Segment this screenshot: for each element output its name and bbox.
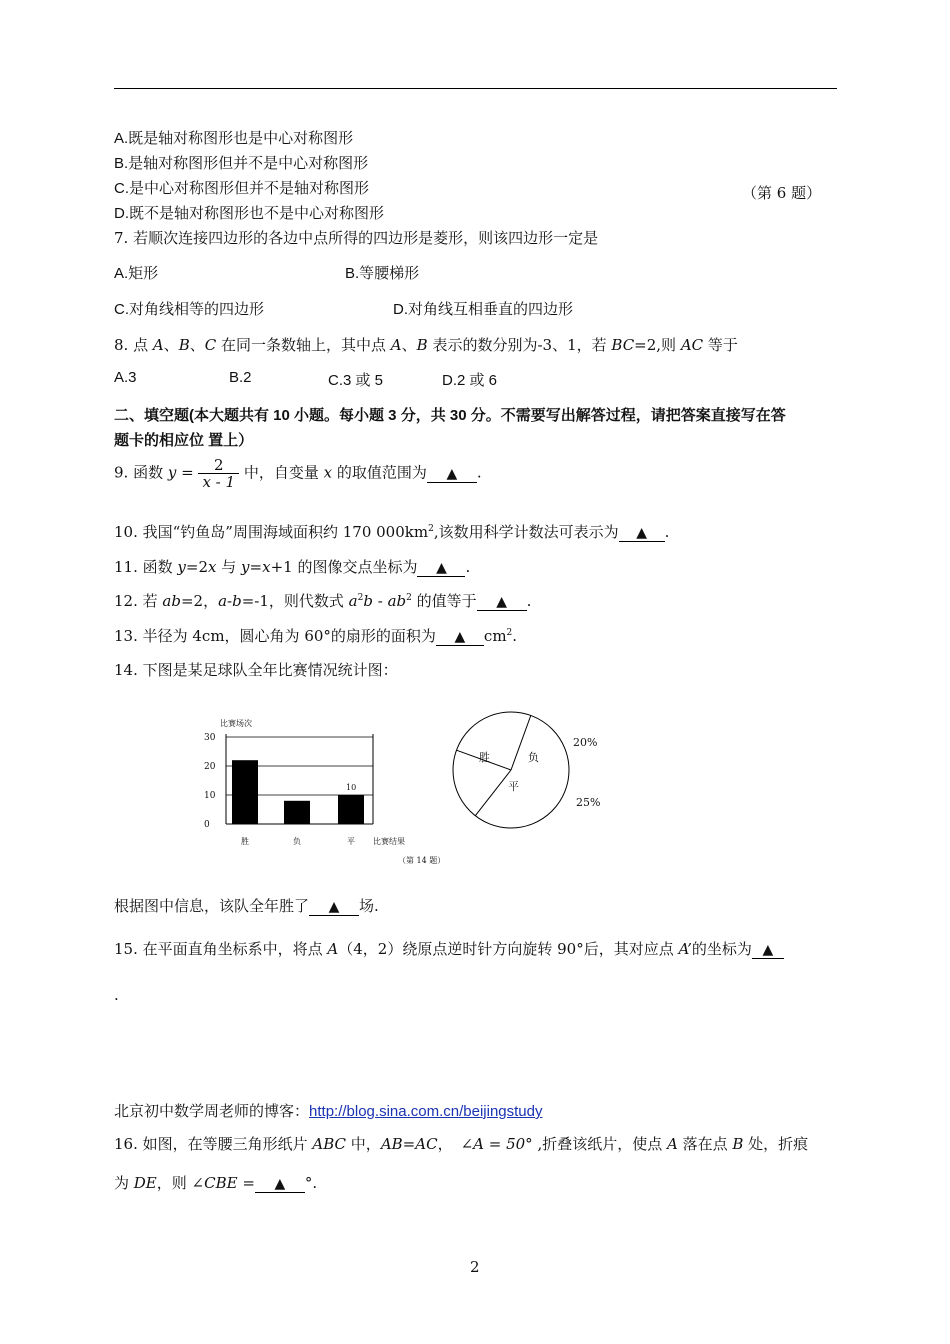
q10: 10. 我国“钓鱼岛”周围海域面积约 170 $000km^2$,该数用科学计数法可表示为 ▲ . (114, 523, 670, 541)
q9: 9. 函数 y = $\frac{2}{x - 1}$ 中，自变量 x 的取值范围为 ▲ . (114, 456, 482, 491)
q14-follow: 根据图中信息，该队全年胜了 ▲ 场. (114, 897, 379, 915)
q7-option-a: A.矩形 (114, 265, 159, 282)
q6-option-c: C.是中心对称图形但并不是轴对称图形 (114, 180, 370, 197)
bar-chart-bars (232, 760, 364, 824)
section2-heading-line2: 题卡的相应位 置上） (114, 432, 254, 449)
q8-option-a: A.3 (114, 369, 137, 386)
q8-stem: 8. 点 A、B、C 在同一条数轴上，其中点 A、B 表示的数分别为-3、1，若 BC=2,则 AC 等于 (114, 336, 738, 354)
bar-chart-caption: （第 14 题） (398, 856, 446, 865)
q7-option-c: C.对角线相等的四边形 (114, 301, 265, 318)
pie-slice-label: 负 (528, 751, 539, 764)
q16-line2: 为 DE，则 ∠CBE = ▲ °. (114, 1174, 318, 1192)
q7-option-d: D.对角线互相垂直的四边形 (393, 301, 574, 318)
bar-1 (284, 801, 310, 824)
blog-line: 北京初中数学周老师的博客：http://blog.sina.com.cn/beijingstudy (114, 1103, 543, 1120)
bar-ytick-label: 0 (204, 820, 210, 830)
q8-option-c: C.3 或 5 (328, 372, 384, 389)
bar-data-label: 10 (346, 783, 357, 792)
q7-option-b: B.等腰梯形 (345, 265, 420, 282)
bar-xtick-label: 平 (347, 837, 355, 846)
bar-chart-xticks (241, 836, 355, 846)
bar-xtick-label: 胜 (241, 837, 249, 846)
bar-chart-ylabel: 比赛场次 (220, 719, 252, 728)
pie-slice-label: 胜 (479, 751, 490, 764)
q6-option-b: B.是轴对称图形但并不是中心对称图形 (114, 155, 369, 172)
page-number: 2 (470, 1258, 480, 1276)
angle-a: ∠A = 50° (460, 1135, 533, 1153)
q16-line1: 16. 如图，在等腰三角形纸片 ABC 中，AB=AC， ∠A = 50° ,折叠该纸片，使点 A 落在点 B 处，折痕 (114, 1135, 809, 1153)
q9-fraction: $\frac{2}{x - 1}$ (198, 457, 239, 490)
q8-option-d: D.2 或 6 (442, 372, 498, 389)
answer-mark: ▲ (446, 465, 458, 482)
q8-option-b: B.2 (229, 369, 252, 386)
pie-percent-label: 25% (576, 796, 601, 809)
blog-link[interactable]: http://blog.sina.com.cn/beijingstudy (309, 1103, 543, 1120)
q14-stem: 14. 下图是某足球队全年比赛情况统计图： (114, 661, 398, 679)
pie-percent-label: 20% (573, 736, 598, 749)
q6-option-d: D.既不是轴对称图形也不是中心对称图形 (114, 205, 385, 222)
q12: 12. 若 ab=2，a-b=-1，则代数式 $a^2b - ab^2$ 的值等于 ▲ . (114, 592, 532, 610)
angle-cbe: ∠CBE = (191, 1174, 255, 1192)
q7-stem: 7. 若顺次连接四边形的各边中点所得的四边形是菱形，则该四边形一定是 (114, 229, 599, 247)
bar-xtick-label: 负 (293, 837, 301, 846)
pie-chart (453, 712, 600, 828)
q6-caption: （第 6 题） (742, 184, 822, 202)
bar-chart (204, 718, 445, 865)
bar-chart-yticks (204, 733, 216, 830)
bar-0 (232, 760, 258, 824)
q14-figure (190, 708, 630, 870)
bar-chart-xlabel: 比赛结果 (373, 837, 405, 846)
pie-slice-boundary (475, 770, 511, 816)
section2-heading-line1: 二、填空题(本大题共有 10 小题。每小题 3 分，共 30 分。不需要写出解答过程，请把答案直接写在答 (114, 407, 786, 424)
top-rule (114, 88, 837, 89)
q6-option-a: A.既是轴对称图形也是中心对称图形 (114, 130, 354, 147)
bar-ytick-label: 20 (204, 762, 216, 772)
bar-2 (338, 795, 364, 824)
pie-slice-label: 平 (508, 780, 519, 793)
bar-ytick-label: 30 (204, 733, 216, 743)
q11: 11. 函数 y=2x 与 y=x+1 的图像交点坐标为 ▲ . (114, 558, 471, 576)
bar-ytick-label: 10 (204, 791, 216, 801)
q13: 13. 半径为 4cm，圆心角为 60°的扇形的面积为 ▲ $cm^2$. (114, 627, 518, 645)
q15-period: . (114, 986, 119, 1004)
q15: 15. 在平面直角坐标系中，将点 A（4，2）绕原点逆时针方向旋转 90°后，其对应点 A’的坐标为 ▲ (114, 938, 784, 959)
